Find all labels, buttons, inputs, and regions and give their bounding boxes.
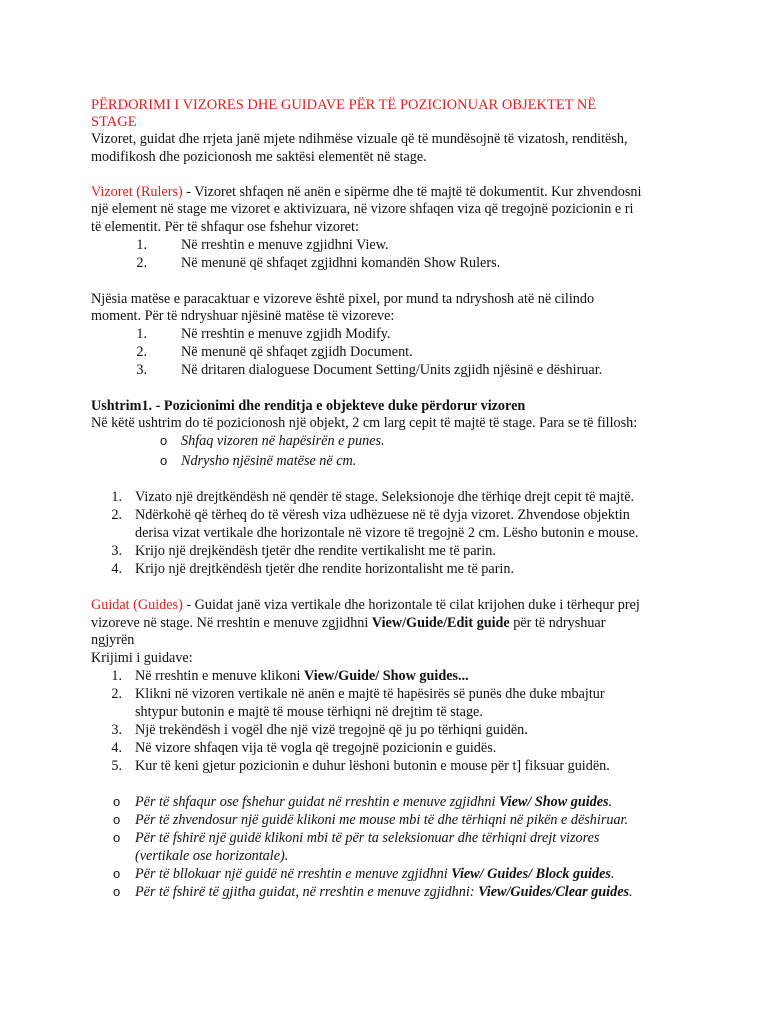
guides-tip-text: Për të zhvendosur një guidë klikoni me mouse mbi të dhe tërhiqni në pikën e dëshiruar.	[135, 812, 629, 828]
exercise-step-text: Krijo një drejkëndësh tjetër dhe rendite vertikalisht me të parin.	[135, 543, 496, 559]
guides-tip-text-a: Për të shfaqur ose fshehur guidat në rreshtin e menuve zgjidhni	[135, 794, 499, 810]
guides-tip-menu-path: View/Guides/Clear guides	[478, 884, 630, 900]
exercise-step-number: 3.	[111, 543, 122, 559]
guides-step-text-a: Në rreshtin e menuve klikoni	[135, 668, 305, 684]
exercise-step-text-continued: derisa vizat vertikale dhe horizontale në vizore të tregojnë 2 cm. Lësho butonin e mouse.	[135, 525, 639, 541]
bullet-symbol: o	[113, 866, 121, 881]
unit-step-text: Në dritaren dialoguese Document Setting/Units zgjidh njësinë e dëshiruar.	[181, 362, 603, 378]
guides-step-number: 2.	[111, 686, 122, 702]
guides-menu-path: View/Guide/Edit guide	[371, 615, 510, 631]
guides-tip-text	[135, 865, 614, 883]
exercise-bullet-text: Shfaq vizoren në hapësirën e punes.	[181, 433, 385, 449]
guides-tip-text-end: .	[610, 866, 615, 882]
bullet-symbol: o	[113, 812, 121, 827]
title-line-2: STAGE	[91, 114, 137, 130]
bullet-symbol: o	[113, 830, 121, 845]
guides-tip-text-end: .	[629, 884, 633, 900]
unit-line-2: moment. Për të ndryshuar njësinë matëse të vizoreve:	[91, 308, 395, 324]
guides-tip-text-end: .	[608, 794, 613, 810]
rulers-step-number: 1.	[136, 237, 147, 253]
guides-tip-menu-path: View/ Guides/ Block guides	[451, 866, 611, 882]
exercise-step-number: 2.	[111, 507, 122, 523]
exercise-line-1: Në këtë ushtrim do të pozicionosh një objekt, 2 cm larg cepit të majtë të stage. Para se të fillosh:	[91, 415, 638, 431]
rulers-term: Vizoret (Rulers)	[91, 184, 183, 200]
unit-line-1: Njësia matëse e paracaktuar e vizoreve është pixel, por mund ta ndryshosh atë në cilindo	[91, 291, 595, 307]
exercise-heading: Ushtrim1. - Pozicionimi dhe renditja e objekteve duke përdorur vizoren	[91, 398, 526, 414]
bullet-symbol: o	[160, 433, 168, 448]
bullet-symbol: o	[113, 884, 121, 899]
unit-step-number: 2.	[136, 344, 147, 360]
guides-step-text-continued: shtypur butonin e majtë të mouse tërhiqni në drejtim të stage.	[135, 704, 483, 720]
guides-step-number: 3.	[111, 722, 122, 738]
exercise-step-number: 1.	[111, 489, 122, 505]
rulers-line-1-text: - Vizoret shfaqen në anën e sipërme dhe të majtë të dokumentit. Kur zhvendosni	[182, 184, 642, 200]
exercise-step-text: Vizato një drejtkëndësh në qendër të stage. Seleksionoje dhe tërhiqe drejt cepit të majtë.	[135, 489, 635, 505]
guides-tip-text-a: Për të bllokuar një guidë në rreshtin e menuve zgjidhni	[135, 866, 452, 882]
guides-line-3: ngjyrën	[91, 632, 135, 648]
exercise-step-text: Krijo një drejtkëndësh tjetër dhe rendite horizontalisht me të parin.	[135, 561, 514, 577]
rulers-step-number: 2.	[136, 255, 147, 271]
exercise-step-text: Ndërkohë që tërheq do të vëresh viza udhëzuese në të dyja vizoret. Zhvendose objektin	[135, 507, 630, 523]
guides-step-menu-path: View/Guide/ Show guides...	[304, 668, 469, 684]
exercise-bullet-text: Ndrysho njësinë matëse në cm.	[181, 453, 357, 469]
unit-step-text: Në menunë që shfaqet zgjidh Document.	[181, 344, 413, 360]
guides-step-text: Një trekëndësh i vogël dhe një vizë tregojnë që ju po tërhiqni guidën.	[135, 722, 528, 738]
unit-step-text: Në rreshtin e menuve zgjidh Modify.	[181, 326, 391, 342]
rulers-step-text: Në menunë që shfaqet zgjidhni komandën Show Rulers.	[181, 255, 501, 271]
guides-tip-text: Për të fshirë një guidë klikoni mbi të për ta seleksionuar dhe tërhiqni drejt vizores	[135, 830, 600, 846]
guides-line-2-text: vizoreve në stage. Në rreshtin e menuve zgjidhni	[91, 615, 372, 631]
exercise-step-number: 4.	[111, 561, 122, 577]
rulers-line-3: të elementit. Për të shfaqur ose fshehur vizoret:	[91, 219, 359, 235]
guides-line-1-text: - Guidat janë viza vertikale dhe horizontale të cilat krijohen duke i tërhequr prej	[182, 597, 640, 613]
guides-tip-text-continued: (vertikale ose horizontale).	[135, 848, 289, 864]
bullet-symbol: o	[113, 794, 121, 809]
guides-tip-text	[135, 883, 633, 901]
guides-step-text: Klikni në vizoren vertikale në anën e majtë të hapësirës së punës dhe duke mbajtur	[135, 686, 605, 702]
intro-line-2: modifikosh dhe pozicionosh me saktësi elementët në stage.	[91, 149, 427, 165]
guides-tip-text-a: Për të fshirë të gjitha guidat, në rreshtin e menuve zgjidhni:	[135, 884, 479, 900]
guides-step-text: Në vizore shfaqen vija të vogla që tregojnë pozicionin e guidës.	[135, 740, 497, 756]
guides-step-text: Kur të keni gjetur pozicionin e duhur lëshoni butonin e mouse për t] fiksuar guidën.	[135, 758, 610, 774]
bullet-symbol: o	[160, 453, 168, 468]
guides-paragraph-line-1	[91, 596, 640, 614]
guides-create-label: Krijimi i guidave:	[91, 650, 193, 666]
unit-step-number: 3.	[136, 362, 147, 378]
guides-term: Guidat (Guides)	[91, 597, 183, 613]
guides-step-number: 5.	[111, 758, 122, 774]
rulers-step-text: Në rreshtin e menuve zgjidhni View.	[181, 237, 389, 253]
guides-step-number: 4.	[111, 740, 122, 756]
intro-line-1: Vizoret, guidat dhe rrjeta janë mjete ndihmëse vizuale që të mundësojnë të vizatosh, renditësh,	[91, 131, 628, 147]
guides-paragraph-line-2	[91, 614, 605, 632]
rulers-paragraph-line-1	[91, 183, 641, 201]
unit-step-number: 1.	[136, 326, 147, 342]
guides-step-number: 1.	[111, 668, 122, 684]
guides-tip-menu-path: View/ Show guides	[498, 794, 609, 810]
guides-step-text	[135, 667, 469, 685]
rulers-line-2: një element në stage me vizoret e aktivizuara, në vizore shfaqen viza që tregojnë pozicionin e ri	[91, 201, 634, 217]
title-line-1: PËRDORIMI I VIZORES DHE GUIDAVE PËR TË POZICIONUAR OBJEKTET NË	[91, 97, 597, 113]
guides-line-2-end: për të ndryshuar	[509, 615, 606, 631]
guides-tip-text	[135, 793, 612, 811]
